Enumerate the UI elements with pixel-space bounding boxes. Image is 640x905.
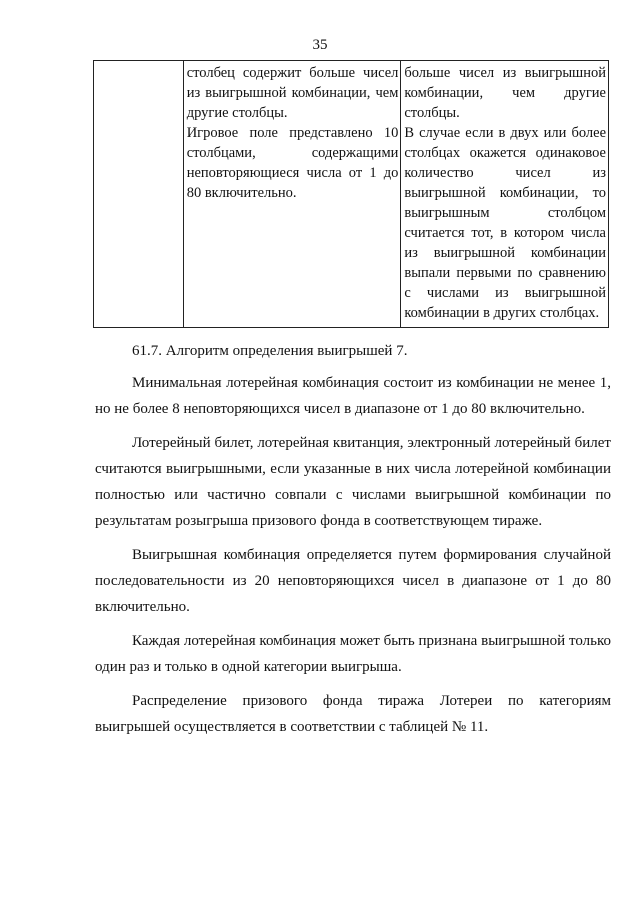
body-paragraph: Выигрышная комбинация определяется путем формирования случайной последовательности из 20 неповторяющихся чисел в диапазоне от 1 до 80 включительно. bbox=[95, 547, 611, 615]
body-paragraph: Лотерейный билет, лотерейная квитанция, электронный лотерейный билет считаются выигрышными, если указанные в них числа лотерейной комбинации полностью или частично совпали с числами выигрышной комбинации по результатам розыгрыша призового фонда в соответствующем тираже. bbox=[95, 435, 611, 529]
section-heading: 61.7. Алгоритм определения выигрышей 7. bbox=[132, 343, 408, 359]
table-row bbox=[94, 61, 609, 328]
table-cell-col3 bbox=[401, 61, 609, 328]
cell-paragraph: Игровое поле представлено 10 столбцами, содержащими неповторяющиеся числа от 1 до 80 включительно. bbox=[186, 125, 399, 201]
body-paragraph: Минимальная лотерейная комбинация состоит из комбинации не менее 1, но не более 8 неповторяющихся чисел в диапазоне от 1 до 80 включительно. bbox=[95, 375, 611, 417]
continued-table bbox=[93, 60, 609, 328]
cell-paragraph: столбец содержит больше чисел из выигрышной комбинации, чем другие столбцы. bbox=[186, 65, 399, 121]
table-cell-col2 bbox=[183, 61, 401, 328]
body-paragraph: Распределение призового фонда тиража Лотереи по категориям выигрышей осуществляется в соответствии с таблицей № 11. bbox=[95, 693, 611, 735]
cell-paragraph: больше чисел из выигрышной комбинации, чем другие столбцы. bbox=[404, 65, 606, 121]
cell-paragraph: В случае если в двух или более столбцах окажется одинаковое количество чисел из выигрышной комбинации, то выигрышным столбцом считается тот, в котором числа из выигрышной комбинации выпали первыми по сравнению с числами из выигрышной комбинации в других столбцах. bbox=[404, 125, 606, 321]
table-cell-col1 bbox=[94, 61, 184, 328]
body-paragraph: Каждая лотерейная комбинация может быть признана выигрышной только один раз и только в одной категории выигрыша. bbox=[95, 633, 611, 675]
document-body bbox=[95, 338, 611, 748]
page-number: 35 bbox=[312, 37, 328, 53]
